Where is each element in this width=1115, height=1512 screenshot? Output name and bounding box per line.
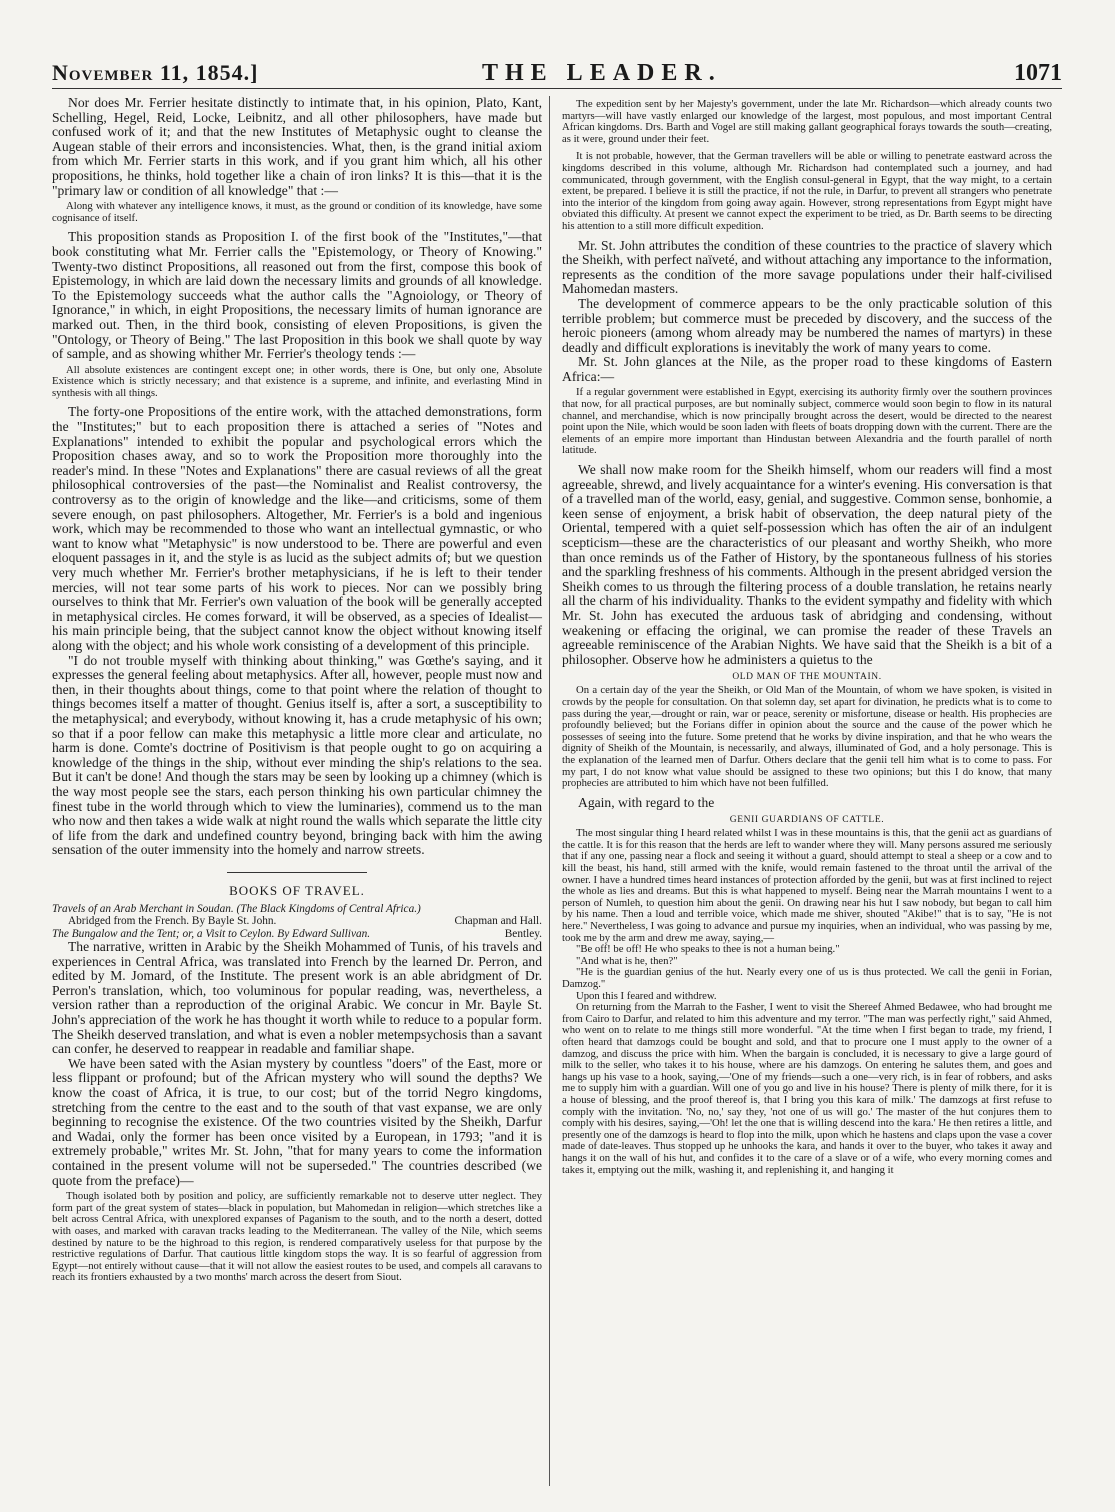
book-2-publisher: Bentley. [504,927,542,940]
expedition-quote: The expedition sent by her Majesty's government, under the late Mr. Richardson—which already counts two martyrs—will have vastly enlarged our knowledge of the largest, most populous, and most important Central African kingdoms. Drs. Barth and Vogel are still making gallant geographical forays towards the south—creating, as it were, ground under their feet. [562,98,1052,145]
book-1-publisher: Chapman and Hall. [454,915,542,928]
genii-quote-6: On returning from the Marrah to the Fasher, I went to visit the Shereef Ahmed Bedawee, who had brought me from Cairo to Darfur, and related to him this adventure and my terror. "The man was perfectly right," said Ahmed, who went on to relate to me things still more wonderful. "At the time when I first began to trade, my friend, I often heard that damzogs could be bought and sold, and that to procure one I must apply to the owner of a damzog, and discuss the price with him. When the bargain is concluded, it is necessary to give a large gourd of milk to the seller, who takes it to his house, where are his damzogs. On entering he salutes them, and goes and hangs up his vase to a hook, saying,—'One of my friends—such a one—very rich, is in fear of robbers, and asks me to supply him with a guardian. Will one of you go and live in his house? There is plenty of milk there, for it is a house of blessing, and the proof thereof is, that I bring you this kara of milk.' The damzogs at first refuse to comply with the invitation. 'No, no,' say they, 'not one of us will go.' The master of the hut conjures them to comply with his desires, saying,—'Oh! let the one that is willing descend into the kara.' He then retires a little, and presently one of the damzogs is heard to flop into the milk, upon which he hastens and claps upon the vase a cover made of date-leaves. Thus stopped up he unhooks the kara, and hands it over to the buyer, who takes it away and hangs it on the wall of his hut, and confides it to the care of a slave or of a wife, who every morning comes and takes it, emptying out the milk, washing it, and replenishing it, and hanging it [562,1001,1053,1176]
genii-quote-1: The most singular thing I heard related whilst I was in these mountains is this, that the genii act as guardians of the cattle. It is for this reason that the herds are left to wander where they will. Many persons assured me seriously that if any one, passing near a flock and seeing it without a guard, should attempt to steal a sheep or a cow and to kill the beast, his hand, still armed with the knife, would remain fastened to the throat until the arrival of the owner. I have a hundred times heard instances of protection afforded by the genii, but was at first inclined to reject the whole as lies and dreams. But this is what happened to myself. Being near the Marrah mountains I went to a person of Numleh, to question him about the genii. On drawing near his hut I saw nobody, but began to call him by his name. Then a loud and terrible voice, which made me shiver, shouted "Akibe!" that is to say, "He is not here." Nevertheless, I was going to advance and pursue my inquiries, when an individual, who was passing by me, took me by the arm and drew me away, saying,— [562,827,1052,944]
genii-quote-3: "And what is he, then?" [576,954,678,967]
right-column [562,96,1052,1176]
ferrier-paragraph-2: This proposition stands as Proposition I. of the first book of the "Institutes,"—that book constituting what Mr. Ferrier calls the "Epistemology, or Theory of Knowing." Twenty-two distinct Propositions, all reasoned out from the first, compose this book of Epistemology, in which are laid down the necessary limits and grounds of all knowledge. To the Epistemology succeeds what the author calls the "Agnoiology, or Theory of Ignorance," in which, in eight Propositions, the necessary limits of human ignorance are marked out. Then, in the third book, consisting of eleven Propositions, is given the "Ontology, or Theory of Being." The last Proposition in this book we shall quote by way of sample, and as showing whither Mr. Ferrier's theology tends :— [52,229,542,362]
left-column [52,96,542,1290]
ferrier-paragraph-4: "I do not trouble myself with thinking about thinking," was Gœthe's saying, and it expresses the general feeling about metaphysics. After all, however, people must now and then, in their thoughts about things, come to that point where the relation of thought to things becomes itself a matter of thought. Genius itself is, after a sort, a susceptibility to the metaphysical; and everybody, without knowing it, has a crude metaphysic of his own; so that if a poor fellow can make this metaphysic a little more clear and articulate, no harm is done. Comte's doctrine of Positivism is that people ought to go on acquiring a knowledge of the things in the ship, without ever minding the ship's relations to the sea. But it can't be done! And though the stars may be seen by looking up a chimney (which is the way most people see the stars, each person thinking his own particular chimney the finest tube in the world through which to view the luminaries), commend us to the man who now and then takes a wide walk at night round the walls which separate the little city of life from the dark and undefined country beyond, bringing back with him the awing sensation of the outer immensity into the homely and narrow streets. [52,652,542,858]
ferrier-quote-2: All absolute existences are contingent except one; in other words, there is One, but only one, Absolute Existence which is strictly necessary; and that existence is a supreme, and infinite, and everlasting Mind in synthesis with all things. [52,363,542,399]
genii-quote-5: Upon this I feared and withdrew. [576,989,717,1002]
german-travellers-quote: It is not probable, however, that the German travellers will be able or willing to penetrate eastward across the kingdoms described in this volume, although Mr. Richardson had contemplated such a journey, and had communicated, through government, with the English consul-general in Egypt, that the way might, to a certain extent, be prepared. I believe it is still the practice, if not the rule, in Darfur, to prevent all strangers who penetrate into the interior of the kingdom from going away again. However, strong representations from Egypt might have obviated this difficulty. At present we cannot expect the experiment to be tried, as Dr. Barth seems to be directing his attention to a still more difficult expedition. [562,150,1052,232]
preface-quote: Though isolated both by position and policy, are sufficiently remarkable not to deserve utter neglect. They form part of the great system of states—black in population, but Mahomedan in religion—which stretches like a belt across Central Africa, with unexplored expanses of Paganism to the south, and to the north a desert, dotted with oases, and marked with caravan tracks leading to the Mediterranean. The valley of the Nile, which seems destined by nature to be the highroad to this region, is rendered comparatively useless for that purpose by the restrictive regulations of Darfur. That cautious little kingdom stops the way. It is so fearful of aggression from Egypt—not entirely without cause—that it will not allow the easiest routes to be used, and compels all caravans to reach its frontiers exhausted by a two months' march across the desert from Siout. [52,1190,542,1284]
column-divider [549,96,550,1486]
ferrier-paragraph-1: Nor does Mr. Ferrier hesitate distinctly to intimate that, in his opinion, Plato, Kant, Schelling, Hegel, Reid, Locke, Leibnitz, and all other philosophers, have made but confused work of it; and that the new Institutes of Metaphysic ought to cleanse the Augean stable of their errors and inconsistencies. What, then, is the grand initial axiom from which Mr. Ferrier starts in this work, and if you grant him which, all his other propositions, he thinks, hold together like a chain of iron links? It is this—that it is the "primary law or condition of all knowledge" that :— [52,95,542,198]
slavery-paragraph: Mr. St. John attributes the condition of these countries to the practice of slavery which the Sheikh, with perfect naïveté, and without attaching any importance to the information, represents as the condition of the more savage populations under their half-civilised Mahomedan masters. [562,237,1052,297]
book-1-title: Travels of an Arab Merchant in Soudan. (The Black Kingdoms of Central Africa.) [52,902,421,915]
book-1-author: Abridged from the French. By Bayle St. John. [68,915,277,928]
old-man-quote: On a certain day of the year the Sheikh, or Old Man of the Mountain, of whom we have spoken, is visited in crowds by the people for consultation. On that solemn day, set apart for divination, he predicts what is to come to pass during the year,—drought or rain, war or peace, serenity or misfortune, disease or health. His prophecies are profoundly believed; but the Forians differ in opinion about the source and the cause of the power which he possesses of seeing into the future. Some pretend that he works by divine inspiration, and that he who wears the dignity of Sheikh of the Mountain, is necessarily, and always, illuminated of God, and a holy personage. This is the explanation of the learned men of Darfur. Others declare that the genii tell him what is to come to pass. For my part, I do not know what value should be assigned to these two opinions; but this I do know, that many prophecies are attributed to him which have not been fulfilled. [562,684,1052,790]
section-divider [227,872,367,873]
book-1-details [52,915,542,927]
genii-heading: GENII GUARDIANS OF CATTLE. [729,815,885,826]
ferrier-quote-1: Along with whatever any intelligence knows, it must, as the ground or condition of its knowledge, have some cognisance of itself. [52,200,542,224]
sheikh-paragraph: We shall now make room for the Sheikh himself, whom our readers will find a most agreeable, shrewd, and lively acquaintance for a winter's evening. His conversation is that of a travelled man of the world, easy, genial, and suggestive. Common sense, bonhomie, a keen sense of enjoyment, a brisk habit of observation, the deep natural piety of the Oriental, tempered with a quiet self-possession which has often the air of an indulgent scepticism—these are the characteristics of our pleasant and worthy Sheikh, who more than once reminds us of the Father of History, by the spontaneous fullness of his stories and the sparkling freshness of his comments. Although in the present abridged version the Sheikh comes to us through the filtering process of a double translation, he retains nearly all the charm of his individuality. Thanks to the evident sympathy and fidelity with which Mr. St. John has executed the arduous task of abridging and condensing, without weakening or effacing the original, we can promise the reader of these Travels an agreeable reminiscence of the Arabian Nights. We have said that the Sheikh is a bit of a philosopher. Observe how he administers a quietus to the [562,462,1052,667]
genii-quote-2: "Be off! be off! He who speaks to thee is not a human being." [576,943,840,956]
masthead [52,60,1062,89]
egypt-government-quote: If a regular government were established in Egypt, exercising its authority firmly over the southern provinces that now, for all practical purposes, are but nominally subject, commerce would soon begin to flow in its natural channel, and merchandise, which is now principally brought across the desert, would be directed to the nearest point upon the Nile, which would be soon laden with fleets of boats dropping down with the current. There are the elements of an empire more important than Hindustan between Alexandria and the fourth parallel of north latitude. [562,386,1052,457]
travel-paragraph-1: The narrative, written in Arabic by the Sheikh Mohammed of Tunis, of his travels and experiences in Central Africa, was translated into French by the learned Dr. Perron, and edited by M. Jomard, of the Institute. The present work is an able abridgment of Dr. Perron's translation, which, too voluminous for popular reading, was, nevertheless, a version rather than a reproduction of the original Arabic. We concur in Mr. Bayle St. John's appreciation of the work he has thought it worth while to reduce to a popular form. The Sheikh deserved translation, and what is even a nobler metempsychosis than a savant can confer, he deserved to reappear in readable and familiar shape. [52,939,542,1057]
book-2-title: The Bungalow and the Tent; or, a Visit to Ceylon. By Edward Sullivan. [52,927,371,940]
travel-paragraph-2: We have been sated with the Asian mystery by countless "doers" of the East, more or less flippant or profound; but of the African mystery who will sound the depths? We know the coast of Africa, it is true, to our cost; but of the torrid Negro kingdoms, stretching from the centre to the east and to the south of that vast expanse, we are only beginning to recognise the existence. Of the two countries visited by the Sheikh, Darfur and Wadai, only the former has been once visited by a European, in 1793; "and it is extremely probable," writes Mr. St. John, "that for many years to come the information contained in the present volume will not be superseded." The countries described (we quote from the preface)— [52,1055,542,1188]
ferrier-paragraph-3: The forty-one Propositions of the entire work, with the attached demonstrations, form the "Institutes;" but to each proposition there is attached a series of "Notes and Explanations" intended to exhibit the popular and psychological errors which the Proposition chases away, and so to work the Proposition more thoroughly into the reader's mind. In these "Notes and Explanations" there are casual reviews of all the great philosophical controversies of the past—the Nominalist and Realist controversy, the controversy as to the origin of knowledge and the like—and criticisms, some of them severe enough, on past philosophers. Altogether, Mr. Ferrier's is a bold and ingenious work, which may be recommended to those who want an intellectual gymnastic, or who want to know what "Metaphysic" is now understood to be. There are powerful and even eloquent passages in it, and the style is as lucid as the subject admits of; but we question very much whether Mr. Ferrier's brother metaphysicians, if he is left to their tender mercies, will not tear some parts of his work to pieces. Nor can we possibly bring ourselves to think that Mr. Ferrier's own valuation of the book will be generally accepted in metaphysical circles. He comes forward, it will be observed, as a species of Idealist—his main principle being, that the subject cannot know the object without knowing itself along with the object; and his whole work consisting of a development of this principle. [52,404,542,653]
again-line: Again, with regard to the [578,794,715,810]
newspaper-title: THE LEADER. [482,60,722,86]
issue-date: November 11, 1854.] [52,60,259,85]
page-number: 1071 [1014,60,1062,86]
books-of-travel-heading: BOOKS OF TRAVEL. [229,882,365,898]
commerce-paragraph: The development of commerce appears to be the only practicable solution of this terrible problem; but commerce must be preceded by discovery, and the success of the heroic pioneers (among whom already may be numbered the names of martyrs) in these deadly and difficult explorations is inevitably the work of many years to come. [562,295,1052,355]
nile-paragraph: Mr. St. John glances at the Nile, as the proper road to these kingdoms of Eastern Africa:— [562,354,1052,384]
genii-quote-4: "He is the guardian genius of the hut. Nearly every one of us is thus protected. We call the genii in Forian, Damzog." [562,966,1052,990]
old-man-heading: OLD MAN OF THE MOUNTAIN. [732,672,882,683]
